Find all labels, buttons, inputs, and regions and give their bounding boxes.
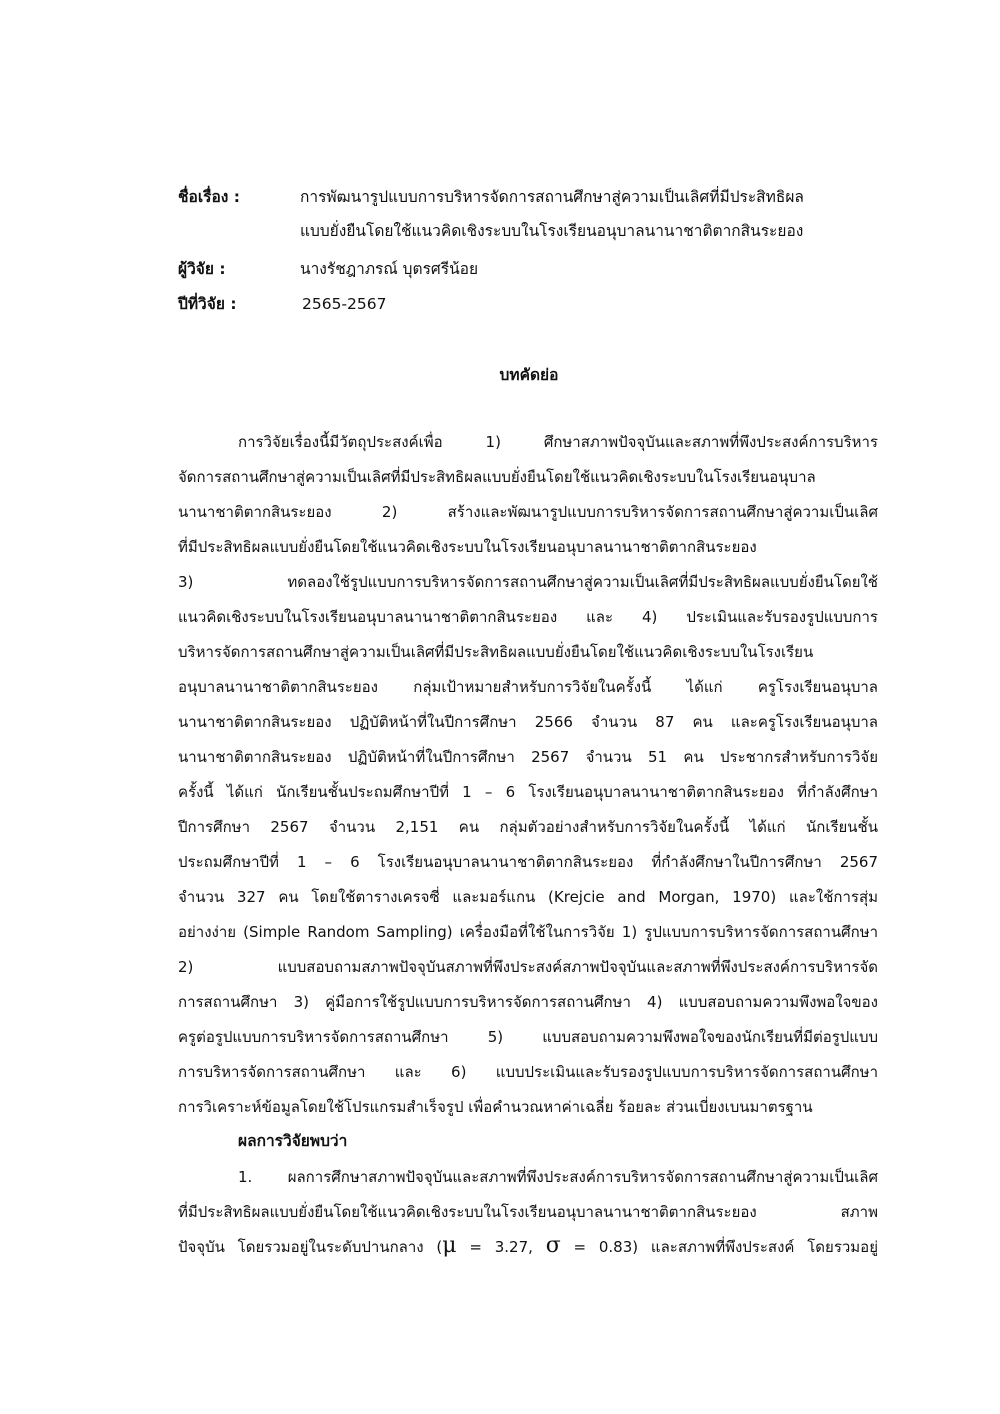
researcher-value bbox=[300, 252, 860, 286]
title-line: แบบยั่งยืนโดยใช้แนวคิดเชิงระบบในโรงเรียนอนุบาลนานาชาติตากสินระยอง bbox=[300, 222, 804, 240]
year-text: 2565-2567 bbox=[302, 295, 387, 313]
paragraph-line: การบริหารจัดการสถานศึกษา และ 6) แบบประเมินและรับรองรูปแบบการบริหารจัดการสถานศึกษา bbox=[178, 1063, 878, 1081]
results-heading: ผลการวิจัยพบว่า bbox=[238, 1132, 348, 1150]
paragraph-line: จัดการสถานศึกษาสู่ความเป็นเลิศที่มีประสิทธิผลแบบยั่งยืนโดยใช้แนวคิดเชิงระบบในโรงเรียนอนุบาล bbox=[178, 468, 816, 486]
title-label: ชื่อเรื่อง : bbox=[178, 188, 240, 206]
title-line: การพัฒนารูปแบบการบริหารจัดการสถานศึกษาสู่ความเป็นเลิศที่มีประสิทธิผล bbox=[300, 188, 804, 206]
year-label: ปีที่วิจัย : bbox=[178, 295, 237, 313]
paragraph-line: อย่างง่าย (Simple Random Sampling) เครื่องมือที่ใช้ในการวิจัย 1) รูปแบบการบริหารจัดการสถานศึกษา bbox=[178, 923, 878, 941]
researcher-label: ผู้วิจัย : bbox=[178, 260, 226, 278]
paragraph-line: การสถานศึกษา 3) คู่มือการใช้รูปแบบการบริหารจัดการสถานศึกษา 4) แบบสอบถามความพึงพอใจของ bbox=[178, 993, 878, 1011]
paragraph-line: นานาชาติตากสินระยอง ปฏิบัติหน้าที่ในปีการศึกษา 2566 จำนวน 87 คน และครูโรงเรียนอนุบาล bbox=[178, 713, 878, 731]
mean-value: = 3.27, bbox=[456, 1238, 546, 1256]
paragraph-line: ครูต่อรูปแบบการบริหารจัดการสถานศึกษา 5) แบบสอบถามความพึงพอใจของนักเรียนที่มีต่อรูปแบบ bbox=[178, 1028, 878, 1046]
paragraph-line: แนวคิดเชิงระบบในโรงเรียนอนุบาลนานาชาติตากสินระยอง และ 4) ประเมินและรับรองรูปแบบการ bbox=[178, 608, 878, 626]
sigma-symbol: σ bbox=[545, 1233, 561, 1258]
abstract-heading: บทคัดย่อ bbox=[499, 366, 559, 384]
paragraph-line: 3) ทดลองใช้รูปแบบการบริหารจัดการสถานศึกษาสู่ความเป็นเลิศที่มีประสิทธิผลแบบยั่งยืนโดยใช้ bbox=[178, 573, 878, 591]
paragraph-line: ครั้งนี้ ได้แก่ นักเรียนชั้นประถมศึกษาปีที่ 1 – 6 โรงเรียนอนุบาลนานาชาติตากสินระยอง ที่กำลังศึกษา bbox=[178, 783, 878, 801]
title-value bbox=[300, 180, 860, 248]
sd-value-text: = 0.83) และสภาพที่พึงประสงค์ โดยรวมอยู่ bbox=[560, 1238, 878, 1256]
paragraph-line: นานาชาติตากสินระยอง ปฏิบัติหน้าที่ในปีการศึกษา 2567 จำนวน 51 คน ประชากรสำหรับการวิจัย bbox=[178, 748, 878, 766]
paragraph-line: นานาชาติตากสินระยอง 2) สร้างและพัฒนารูปแบบการบริหารจัดการสถานศึกษาสู่ความเป็นเลิศ bbox=[178, 503, 878, 521]
researcher-name: นางรัชฎาภรณ์ บุตรศรีน้อย bbox=[300, 260, 479, 278]
result-line: 1. ผลการศึกษาสภาพปัจจุบันและสภาพที่พึงประสงค์การบริหารจัดการสถานศึกษาสู่ความเป็นเลิศ bbox=[238, 1168, 878, 1186]
paragraph-line: อนุบาลนานาชาติตากสินระยอง กลุ่มเป้าหมายสำหรับการวิจัยในครั้งนี้ ได้แก่ ครูโรงเรียนอนุบาล bbox=[178, 678, 878, 696]
paragraph-line: ปีการศึกษา 2567 จำนวน 2,151 คน กลุ่มตัวอย่างสำหรับการวิจัยในครั้งนี้ ได้แก่ นักเรียนชั้น bbox=[178, 818, 878, 836]
result-line: ที่มีประสิทธิผลแบบยั่งยืนโดยใช้แนวคิดเชิงระบบในโรงเรียนอนุบาลนานาชาติตากสินระยอง สภาพ bbox=[178, 1203, 878, 1221]
result-text: ปัจจุบัน โดยรวมอยู่ในระดับปานกลาง ( bbox=[178, 1238, 443, 1256]
paragraph-line: บริหารจัดการสถานศึกษาสู่ความเป็นเลิศที่มีประสิทธิผลแบบยั่งยืนโดยใช้แนวคิดเชิงระบบในโรงเรียน bbox=[178, 643, 814, 661]
mu-symbol: μ bbox=[442, 1233, 457, 1258]
paragraph-line: ประถมศึกษาปีที่ 1 – 6 โรงเรียนอนุบาลนานาชาติตากสินระยอง ที่กำลังศึกษาในปีการศึกษา 2567 bbox=[178, 853, 878, 871]
paragraph-line: 2) แบบสอบถามสภาพปัจจุบันสภาพที่พึงประสงค์สภาพปัจจุบันและสภาพที่พึงประสงค์การบริหารจัด bbox=[178, 958, 878, 976]
result-line-stats bbox=[178, 1232, 878, 1262]
year-value bbox=[302, 287, 862, 321]
paragraph-line: ที่มีประสิทธิผลแบบยั่งยืนโดยใช้แนวคิดเชิงระบบในโรงเรียนอนุบาลนานาชาติตากสินระยอง bbox=[178, 538, 757, 556]
paragraph-line: การวิเคราะห์ข้อมูลโดยใช้โปรแกรมสำเร็จรูป เพื่อคำนวณหาค่าเฉลี่ย ร้อยละ ส่วนเบี่ยงเบนมาตรฐาน bbox=[178, 1098, 813, 1116]
paragraph-line: การวิจัยเรื่องนี้มีวัตถุประสงค์เพื่อ 1) ศึกษาสภาพปัจจุบันและสภาพที่พึงประสงค์การบริหาร bbox=[238, 433, 878, 451]
paragraph-line: จำนวน 327 คน โดยใช้ตารางเครจซี่ และมอร์แกน (Krejcie and Morgan, 1970) และใช้การสุ่ม bbox=[178, 888, 878, 906]
